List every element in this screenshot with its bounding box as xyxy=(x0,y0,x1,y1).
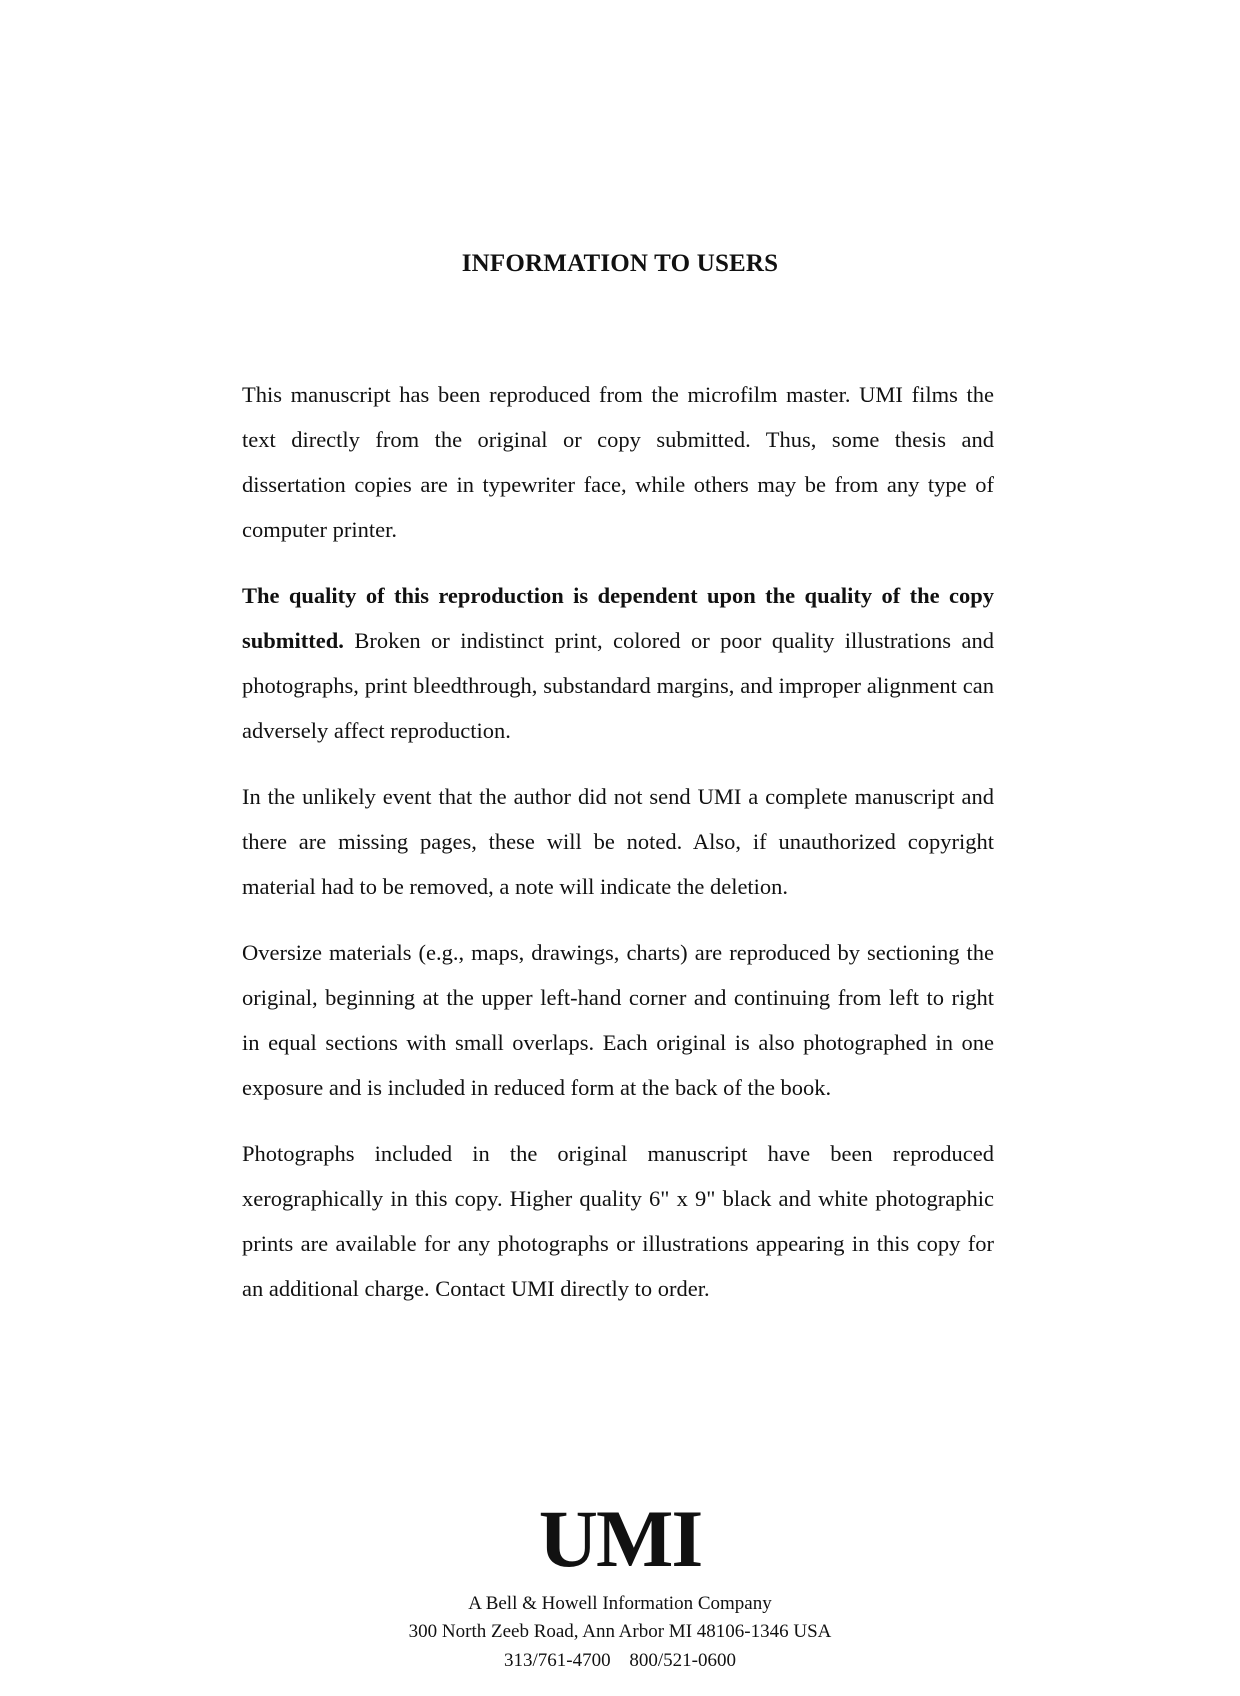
company-address: 300 North Zeeb Road, Ann Arbor MI 48106-1346 USA xyxy=(408,1621,832,1642)
paragraph-text: In the unlikely event that the author did not send UMI a complete manuscript and there are missing pages, these will be noted. Also, if unauthorized copyright material had to be removed, a note will indicate the deletion. xyxy=(242,784,994,899)
paragraph-photographs xyxy=(242,1131,994,1311)
paragraph-oversize xyxy=(242,930,994,1110)
umi-logo: UMI xyxy=(538,1493,702,1584)
paragraph-quality xyxy=(242,573,994,753)
paragraph-text: Photographs included in the original manuscript have been reproduced xerographically in this copy. Higher quality 6" x 9" black and white photographic prints are available for any photographs or illustrations appearing in this copy for an additional charge. Contact UMI directly to order. xyxy=(242,1141,994,1301)
paragraph-text: Broken or indistinct print, colored or poor quality illustrations and photographs, print bleedthrough, substandard margins, and improper alignment can adversely affect reproduction. xyxy=(242,628,994,743)
page-title: INFORMATION TO USERS xyxy=(461,250,779,277)
document-body xyxy=(242,372,994,1332)
paragraph-text: This manuscript has been reproduced from the microfilm master. UMI films the text directly from the original or copy submitted. Thus, some thesis and dissertation copies are in typewriter face, while others may be from any type of computer printer. xyxy=(242,382,994,542)
paragraph-lead: The quality of this reproduction is dependent upon the quality of the copy submitted. xyxy=(242,583,994,653)
paragraph-text: Oversize materials (e.g., maps, drawings, charts) are reproduced by sectioning the original, beginning at the upper left-hand corner and continuing from left to right in equal sections with small overlaps. Each original is also photographed in one exposure and is included in reduced form at the back of the book. xyxy=(242,940,994,1100)
company-phones: 313/761-4700 800/521-0600 xyxy=(504,1650,736,1671)
paragraph-missing-pages xyxy=(242,774,994,909)
company-name: A Bell & Howell Information Company xyxy=(468,1593,772,1614)
paragraph-reproduction xyxy=(242,372,994,552)
